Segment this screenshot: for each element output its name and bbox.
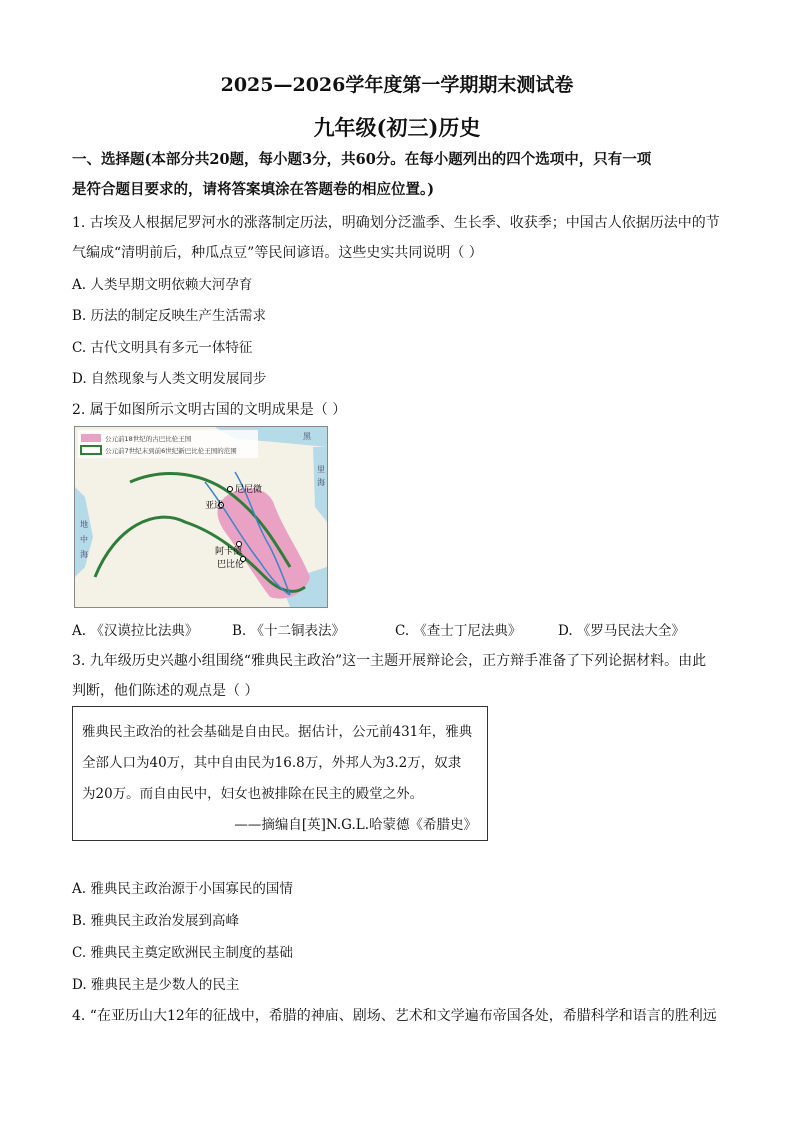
q1-option-a[interactable]: A. 人类早期文明依赖大河孕育: [72, 277, 253, 293]
quote-line2: 全部人口为40万，其中自由民为16.8万，外邦人为3.2万，奴隶: [82, 755, 462, 771]
q1-option-c[interactable]: C. 古代文明具有多元一体特征: [72, 340, 253, 356]
label-caspian-hai: 海: [317, 478, 325, 487]
q1-option-b[interactable]: B. 历法的制定反映生产生活需求: [72, 308, 267, 324]
exam-subtitle: 九年级(初三)历史: [313, 115, 481, 140]
q3-option-a[interactable]: A. 雅典民主政治源于小国寡民的国情: [72, 881, 293, 897]
label-assur: 亚述: [205, 501, 224, 511]
q3-source-material-box: [72, 706, 488, 841]
mediterranean-sea: [75, 487, 93, 577]
section-instruction-line1: 一、选择题(本部分共20题，每小题3分，共60分。在每小题列出的四个选项中，只有一项: [72, 151, 652, 168]
q1-option-d[interactable]: D. 自然现象与人类文明发展同步: [72, 371, 267, 387]
q2-stem: 2. 属于如图所示文明古国的文明成果是（ ）: [72, 402, 347, 418]
q1-stem-line1: 1. 古埃及人根据尼罗河水的涨落制定历法，明确划分泛滥季、生长季、收获季；中国古人依据历法中的节: [72, 215, 720, 231]
quote-line3: 为20万。而自由民中，妇女也被排除在民主的殿堂之外。: [82, 786, 424, 802]
q3-option-b[interactable]: B. 雅典民主政治发展到高峰: [72, 913, 240, 929]
quote-source: ——摘编自[英]N.G.L.哈蒙德《希腊史》: [234, 817, 477, 833]
q3-stem-line2: 判断，他们陈述的观点是（ ）: [72, 683, 259, 699]
label-li: 里: [317, 465, 325, 474]
akkad-marker: [237, 542, 242, 547]
q2-option-d[interactable]: D. 《罗马民法大全》: [558, 623, 685, 639]
map-graphic: [75, 427, 327, 607]
mesopotamia-map: [74, 426, 328, 608]
old-babylonian-kingdom-area: [218, 488, 311, 598]
label-zhong: 中: [80, 535, 88, 544]
section-instruction-line2: 是符合题目要求的，请将答案填涂在答题卷的相应位置。): [72, 181, 435, 198]
q3-option-d[interactable]: D. 雅典民主是少数人的民主: [72, 977, 240, 993]
q2-option-c[interactable]: C. 《查士丁尼法典》: [395, 623, 522, 639]
label-hei: 黑: [303, 432, 311, 441]
label-hai: 海: [80, 550, 88, 559]
q3-option-c[interactable]: C. 雅典民主奠定欧洲民主制度的基础: [72, 945, 293, 961]
legend-label-neo-babylon: 公元前7世纪末到前6世纪新巴比伦王国的范围: [105, 447, 237, 455]
label-nineveh: 尼尼微: [235, 485, 263, 495]
q2-option-b[interactable]: B. 《十二铜表法》: [232, 623, 346, 639]
q2-option-a[interactable]: A. 《汉谟拉比法典》: [72, 623, 199, 639]
legend-label-old-babylon: 公元前18世纪的古巴比伦王国: [105, 435, 192, 443]
label-di: 地: [80, 520, 88, 529]
q4-stem-line1: 4. “在亚历山大12年的征战中，希腊的神庙、剧场、艺术和文学遍布帝国各处，希腊科学和语言的胜利远: [72, 1008, 717, 1024]
label-akkad: 阿卡德: [215, 547, 243, 557]
legend-swatch-old-babylon: [81, 434, 101, 442]
q1-stem-line2: 气编成“清明前后，种瓜点豆”等民间谚语。这些史实共同说明（ ）: [72, 245, 483, 261]
label-babylon: 巴比伦: [217, 560, 245, 570]
quote-line1: 雅典民主政治的社会基础是自由民。据估计，公元前431年，雅典: [82, 724, 473, 740]
q3-stem-line1: 3. 九年级历史兴趣小组围绕“雅典民主政治”这一主题开展辩论会，正方辩手准备了下列论据材料。由此: [72, 653, 707, 669]
q2-options: [72, 619, 724, 639]
exam-title: 2025—2026学年度第一学期期末测试卷: [220, 74, 574, 96]
nineveh-marker: [228, 487, 233, 492]
